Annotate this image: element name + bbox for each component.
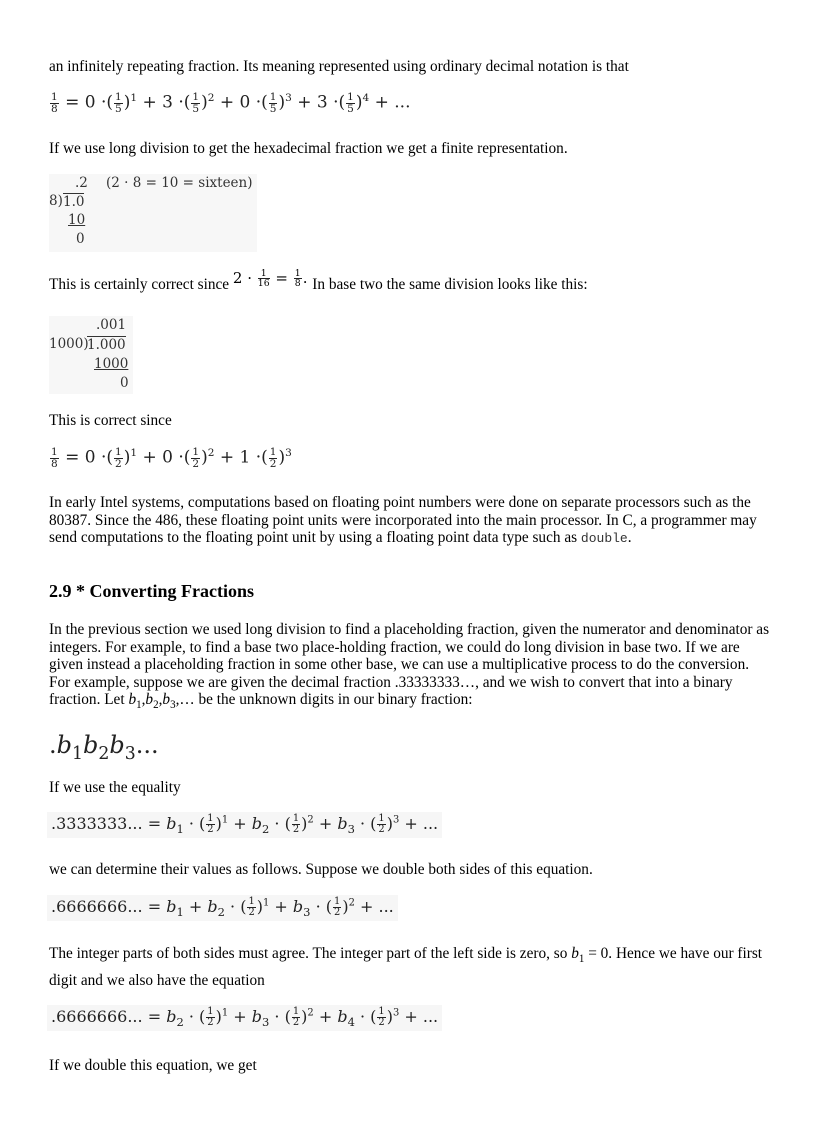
quotient: .2 <box>75 175 88 191</box>
term-op: + 0 · <box>219 92 262 113</box>
text: In base two the same division looks like this: <box>312 275 588 293</box>
dividend: 1.0 <box>63 194 85 210</box>
denominator: 8 <box>51 102 58 115</box>
equation-binary-digits: $.b_1b_2b_3$... <box>49 731 159 764</box>
paragraph-double-again: If we double this equation, we get <box>49 1057 257 1074</box>
code-double: double <box>580 531 628 546</box>
paragraph-intro: an infinitely repeating fraction. Its meaning represented using ordinary decimal notation is that <box>49 58 629 75</box>
equation-doubled: .6666666... = $b_1 + b_2$ · ( $\frac{1}{2}$ )$^1 + b_3$ · ( $\frac{1}{2}$ )$^2$ + ... <box>47 895 398 921</box>
exponent: 4 <box>362 92 370 104</box>
fraction-base: $\frac{1}{5}$ <box>192 91 200 115</box>
text: This is certainly correct since <box>49 275 230 293</box>
remainder: 0 <box>120 375 129 391</box>
paragraph-correct-since <box>49 268 771 295</box>
paragraph-double-both: we can determine their values as follows. Suppose we double both sides of this equation. <box>49 861 593 878</box>
paragraph-intel-fpu: In early Intel systems, computations based on floating point numbers were done on separate processors such as the 80387. Since the 486, these floating point units were incorporated into the main processor. In C, a programmer may send computations to the floating point unit by using a floating point data type such as double. <box>49 494 757 546</box>
inline-equation: 2 · $\frac{1}{16}$ = $\frac{1}{8}$ . <box>232 268 308 290</box>
remainder: 0 <box>76 231 85 247</box>
exponent: 2 <box>207 92 215 104</box>
long-division-hex <box>49 174 257 252</box>
product: 10 <box>68 212 86 228</box>
paragraph-converting-intro: In the previous section we used long division to find a placeholding fraction, given the numerator and denominator as integers. For example, to find a base two place-holding fraction, we could do long division in base two. If we are given instead a placeholding fraction in some other base, we can use a multiplicative process to do the conversion. For example, suppose we are given the decimal fraction .33333333…, and we wish to convert that into a binary fraction. Let $b_1,b_2,b_3,\dots$ be the unknown digits in our binary fraction: <box>49 621 770 712</box>
term-op: + 3 · <box>297 92 339 113</box>
long-division-binary <box>49 316 133 394</box>
paragraph-equality: If we use the equality <box>49 779 181 796</box>
term-op: = 0 · <box>65 92 107 113</box>
paragraph-hex-long-division: If we use long division to get the hexadecimal fraction we get a finite representation. <box>49 140 568 157</box>
paragraph-correct-since-2: This is correct since <box>49 412 172 429</box>
equation-remaining: .6666666... = $b_2$ · ( $\frac{1}{2}$ )$^1 + b_3$ · ( $\frac{1}{2}$ )$^2 + b_4$ · ( $\frac{1}{2}$ )$^3$ + ... <box>47 1005 442 1031</box>
divisor: 8) <box>49 193 63 209</box>
ellipsis: + ... <box>374 92 411 113</box>
division-note: (2 · 8 = 10 = sixteen) <box>106 175 253 191</box>
fraction-one-eighth <box>50 92 59 114</box>
numerator: 1 <box>51 91 58 104</box>
exponent: 3 <box>285 92 292 104</box>
section-heading: 2.9 * Converting Fractions <box>49 581 254 601</box>
term-op: + 3 · <box>142 92 184 113</box>
fraction-base: $\frac{1}{5}$ <box>269 91 277 115</box>
fraction-base: $\frac{1}{5}$ <box>347 91 354 115</box>
fraction-base: $\frac{1}{5}$ <box>115 91 122 115</box>
equation-third-binary: .3333333... = $b_1$ · ( $\frac{1}{2}$ )$^1 + b_2$ · ( $\frac{1}{2}$ )$^2 + b_3$ · ( $\frac{1}{2}$ )$^3$ + ... <box>47 812 442 838</box>
product: 1000 <box>94 356 129 372</box>
exponent: 1 <box>130 92 138 104</box>
equation-eighth-base-two: $\frac{1}{8}$ = 0 ·( $\frac{1}{2}$ )$^1$ + 0 ·( $\frac{1}{2}$ )$^2$ + 1 ·( $\frac{1}{2}$ )$^3$ <box>51 446 292 470</box>
equation-eighth-base-five: $\frac{1}{8}$ = 0 ·( $\frac{1}{5}$ )$^1$ + 3 ·( $\frac{1}{5}$ )$^2$ + 0 ·( $\frac{1}{5}$ )$^3$ + 3 ·( $\frac{1}{5}$ )$^4$ + ... <box>51 91 411 115</box>
dividend: 1.000 <box>87 337 126 353</box>
paragraph-integer-parts: The integer parts of both sides must agree. The integer part of the left side is zero, so $b_1 = 0$. Hence we have our first digit and we also have the equation <box>49 945 763 990</box>
divisor: 1000) <box>49 336 89 352</box>
quotient: .001 <box>96 317 127 333</box>
